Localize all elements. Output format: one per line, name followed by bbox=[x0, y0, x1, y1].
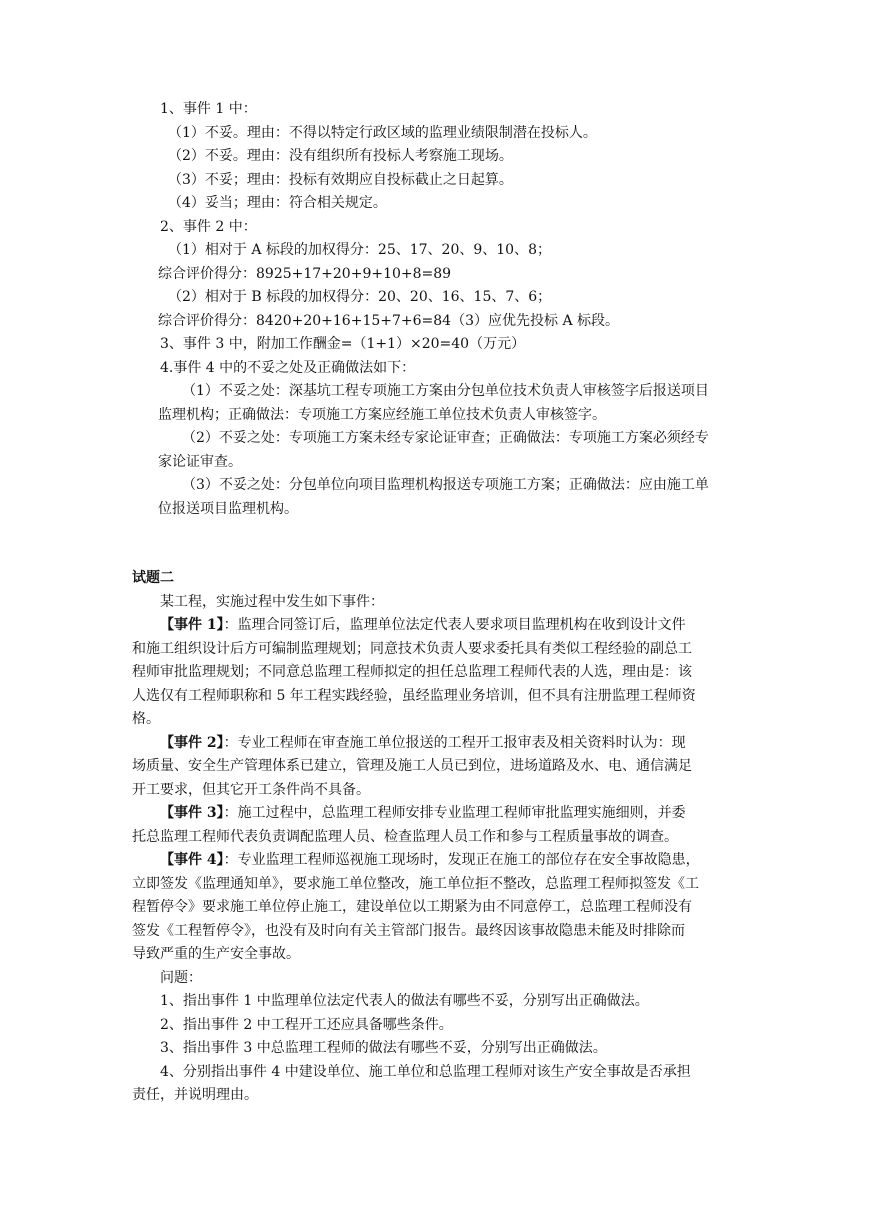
answer-4-item-1-line-2: 监理机构；正确做法：专项施工方案应经施工单位技术负责人审核签字。 bbox=[158, 406, 606, 423]
event-1-line-1: 【事件 1】：监理合同签订后，监理单位法定代表人要求项目监理机构在收到设计文件 bbox=[160, 617, 686, 633]
answer-4-item-2-line-2: 家论证审查。 bbox=[158, 453, 242, 470]
answer-2-item-1: （1）相对于 A 标段的加权得分：25、17、20、9、10、8； bbox=[168, 242, 551, 258]
event-3-tag: 【事件 3】 bbox=[160, 805, 224, 821]
answers-section bbox=[160, 98, 760, 521]
answer-2-score-a: 综合评价得分：8925+17+20+9+10+8=89 bbox=[158, 265, 452, 282]
answer-1-item-3: （3）不妥；理由：投标有效期应自投标截止之日起算。 bbox=[168, 171, 513, 188]
event-4-line-4: 签发《工程暂停令》，也没有及时向有关主管部门报告。最终因该事故隐患未能及时排除而 bbox=[132, 922, 685, 939]
event-4-line-5: 导致严重的生产安全事故。 bbox=[132, 946, 300, 962]
answer-1-heading: 1、事件 1 中： bbox=[160, 101, 257, 117]
event-1-line-5: 格。 bbox=[132, 711, 160, 727]
question-2-section bbox=[132, 567, 760, 1108]
question-4-line-2: 责任，并说明理由。 bbox=[132, 1087, 258, 1103]
question-1: 1、指出事件 1 中监理单位法定代表人的做法有哪些不妥，分别写出正确做法。 bbox=[160, 993, 649, 1009]
event-3-line-2: 托总监理工程师代表负责调配监理人员、检查监理人员工作和参与工程质量事故的调查。 bbox=[132, 828, 678, 845]
answer-4-item-3-line-2: 位报送项目监理机构。 bbox=[158, 500, 298, 517]
event-3-line-1: 【事件 3】：施工过程中，总监理工程师安排专业监理工程师审批监理实施细则，并委 bbox=[160, 805, 686, 821]
question-2-title: 试题二 bbox=[132, 570, 174, 586]
event-4-line-3: 程暂停令》要求施工单位停止施工，建设单位以工期紧为由不同意停工，总监理工程师没有 bbox=[132, 899, 692, 915]
questions-label: 问题： bbox=[160, 969, 202, 986]
answer-4-item-3-line-1: （3）不妥之处：分包单位向项目监理机构报送专项施工方案；正确做法：应由施工单 bbox=[182, 477, 709, 493]
event-4-line-1: 【事件 4】：专业监理工程师巡视施工现场时，发现正在施工的部位存在安全事故隐患， bbox=[160, 852, 700, 868]
event-2-tag: 【事件 2】 bbox=[160, 734, 224, 751]
question-2: 2、指出事件 2 中工程开工还应具备哪些条件。 bbox=[160, 1016, 453, 1033]
answer-2-heading: 2、事件 2 中： bbox=[160, 218, 257, 235]
event-4-tag: 【事件 4】 bbox=[160, 852, 224, 868]
event-1-line-4: 人选仅有工程师职称和 5 年工程实践经验，虽经监理业务培训，但不具有注册监理工程师资 bbox=[132, 687, 696, 704]
answer-3: 3、事件 3 中，附加工作酬金=（1+1）×20=40（万元） bbox=[160, 336, 526, 352]
event-2-line-1: 【事件 2】：专业工程师在审查施工单位报送的工程开工报审表及相关资料时认为：现 bbox=[160, 734, 686, 751]
event-4-line-2: 立即签发《监理通知单》，要求施工单位整改，施工单位拒不整改，总监理工程师拟签发《工 bbox=[132, 875, 699, 892]
answer-2-item-2: （2）相对于 B 标段的加权得分：20、20、16、15、7、6； bbox=[168, 289, 552, 305]
answer-2-score-b: 综合评价得分：8420+20+16+15+7+6=84（3）应优先投标 A 标段。 bbox=[158, 312, 620, 329]
document-page bbox=[132, 98, 760, 1108]
event-2-line-2: 场质量、安全生产管理体系已建立，管理及施工人员已到位，进场道路及水、电、通信满足 bbox=[132, 758, 692, 774]
event-1-line-2: 和施工组织设计后方可编制监理规划；同意技术负责人要求委托具有类似工程经验的副总工 bbox=[132, 640, 692, 657]
question-3: 3、指出事件 3 中总监理工程师的做法有哪些不妥，分别写出正确做法。 bbox=[160, 1040, 607, 1056]
question-4-line-1: 4、分别指出事件 4 中建设单位、施工单位和总监理工程师对该生产安全事故是否承担 bbox=[160, 1063, 691, 1080]
event-2-line-3: 开工要求，但其它开工条件尚不具备。 bbox=[132, 781, 370, 798]
answer-1-item-1: （1）不妥。理由：不得以特定行政区域的监理业绩限制潜在投标人。 bbox=[168, 124, 597, 141]
event-1-tag: 【事件 1】 bbox=[160, 617, 224, 633]
answer-4-item-1-line-1: （1）不妥之处：深基坑工程专项施工方案由分包单位技术负责人审核签字后报送项目 bbox=[182, 383, 709, 399]
answer-1-item-2: （2）不妥。理由：没有组织所有投标人考察施工现场。 bbox=[168, 148, 513, 164]
answer-1-item-4: （4）妥当；理由：符合相关规定。 bbox=[168, 195, 387, 211]
answer-4-item-2-line-1: （2）不妥之处：专项施工方案未经专家论证审查；正确做法：专项施工方案必须经专 bbox=[182, 430, 709, 446]
event-1-line-3: 程师审批监理规划；不同意总监理工程师拟定的担任总监理工程师代表的人选，理由是：该 bbox=[132, 664, 692, 680]
answer-4-heading: 4.事件 4 中的不妥之处及正确做法如下： bbox=[160, 359, 416, 376]
question-2-intro: 某工程，实施过程中发生如下事件： bbox=[160, 593, 384, 610]
